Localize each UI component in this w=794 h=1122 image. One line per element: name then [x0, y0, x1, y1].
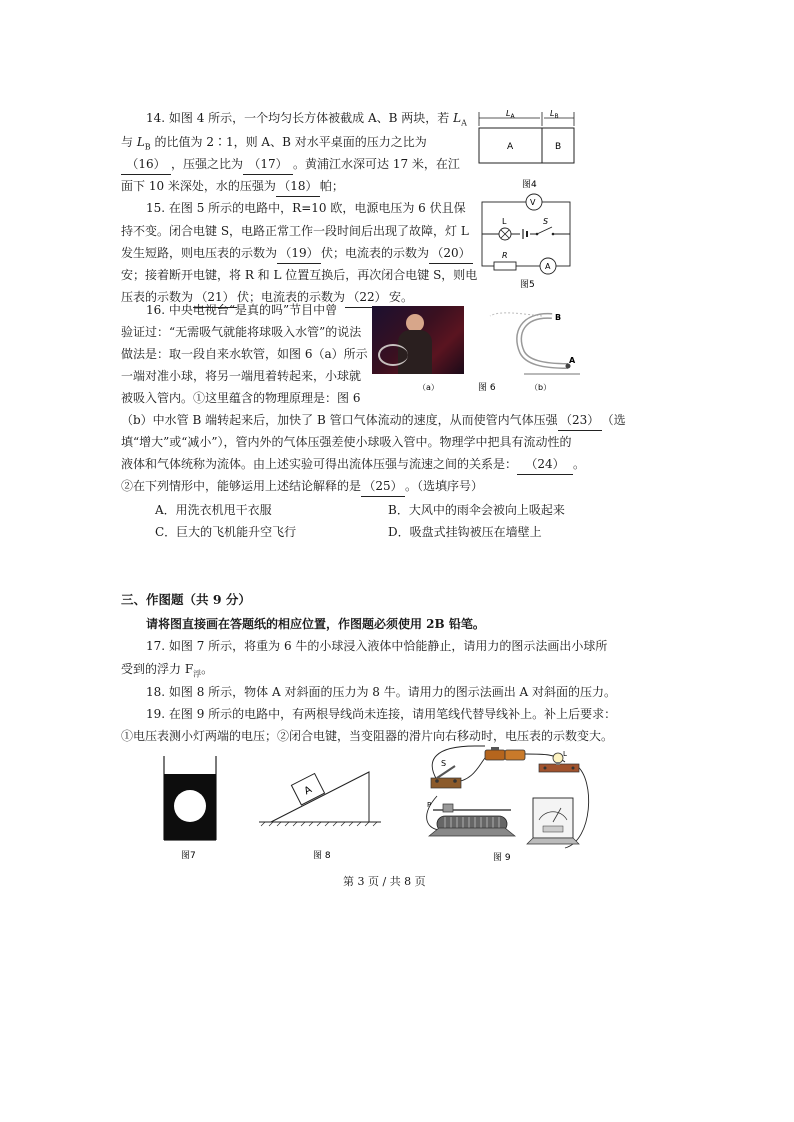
- q16-line-9: ②在下列情形中，能够运用上述结论解释的是 （25） 。（选填序号）: [121, 476, 483, 497]
- option-d: D．吸盘式挂钩被压在墙壁上: [388, 525, 542, 539]
- q16-line-1: 16. 中央电视台“是真的吗”节目中曾: [146, 303, 338, 317]
- lamp-label: L: [563, 750, 567, 758]
- blank-18: （18）: [276, 176, 320, 197]
- blank-24: （24）: [517, 454, 573, 475]
- blank-25: （25）: [361, 476, 405, 497]
- battery-pack-icon: [485, 747, 525, 760]
- blank-22: （22）: [345, 287, 389, 308]
- q14-line-4: 面下 10 米深处，水的压强为 （18） 帕；: [121, 176, 344, 197]
- switch-label: S: [543, 217, 549, 226]
- hose-end-b-label: B: [555, 313, 562, 322]
- fig4-la: $L_A$: [506, 109, 515, 120]
- q17-line-1: 17. 如图 7 所示，将重为 6 牛的小球浸入液体中恰能静止，请用力的图示法画出小球所: [146, 639, 608, 653]
- q16-line-2: 验证过：“无需吸气就能将球吸入水管”的说法: [121, 325, 362, 339]
- lamp-label: L: [502, 217, 507, 226]
- q15-line-1: 15. 在图 5 所示的电路中，R=10 欧，电源电压为 6 伏且保: [146, 201, 466, 215]
- ball-icon: [174, 790, 206, 822]
- fig6a-caption: （a）: [418, 383, 439, 392]
- fig6-caption: 图 6: [478, 383, 496, 393]
- q15-line-4: 安；接着断开电键，将 R 和 L 位置互换后，再次闭合电键 S，则电: [121, 268, 478, 282]
- figure-4: [470, 104, 582, 194]
- q19-line-1: 19. 在图 9 所示的电路中，有两根导线尚未连接，请用笔线代替导线补上。补上后要求：: [146, 707, 617, 721]
- q15-line-5: 压表的示数为 （21） 伏；电流表的示数为 （22） 安。: [121, 287, 413, 308]
- fig9-caption: 图 9: [493, 853, 511, 863]
- block-a: [291, 773, 324, 804]
- voltmeter-label: V: [530, 198, 536, 207]
- incline: [271, 772, 369, 822]
- q14-line-1: 14. 如图 4 所示，一个均匀长方体被截成 A、B 两块，若 $L_A$: [146, 111, 467, 128]
- section-3-title: 三、作图题（共 9 分）: [121, 592, 251, 607]
- q18-line: 18. 如图 8 所示，物体 A 对斜面的压力为 8 牛。请用力的图示法画出 A 对斜面的压力。: [146, 685, 617, 699]
- section-3-instruction: 请将图直接画在答题纸的相应位置，作图题必须使用 2B 铅笔。: [146, 617, 485, 631]
- block-a-label: A: [302, 784, 314, 798]
- fig6b-caption: （b）: [530, 383, 552, 392]
- slider-label: P: [427, 801, 432, 809]
- block-b-label: B: [555, 142, 562, 152]
- q16-line-5: 被吸入管内。①这里蕴含的物理原理是：图 6: [121, 391, 361, 405]
- figure-8: [255, 760, 385, 864]
- ammeter-label: A: [545, 262, 551, 271]
- figure-6: [372, 304, 582, 394]
- page-footer: 第 3 页 / 共 8 页: [343, 875, 426, 888]
- q14-line-2: 与 $L_B$ 的比值为 2∶1，则 A、B 对水平桌面的压力之比为: [121, 135, 427, 152]
- resistor-icon: [494, 262, 516, 270]
- figure-9: [415, 740, 595, 864]
- lamp-icon: [539, 753, 579, 772]
- option-b: B．大风中的雨伞会被向上吸起来: [388, 503, 565, 517]
- blank-23: （23）: [558, 410, 602, 431]
- option-a: A．用洗衣机甩干衣服: [155, 503, 272, 517]
- voltmeter-icon: [527, 798, 579, 844]
- blank-16: （16）: [121, 154, 171, 175]
- block-a-label: A: [507, 142, 514, 152]
- q16-line-3: 做法是：取一段自来水软管，如图 6（a）所示: [121, 347, 368, 361]
- q16-line-7: 填“增大”或“减小”），管内外的气体压强差使小球吸入管中。物理学中把具有流动性的: [121, 435, 572, 449]
- fig8-caption: 图 8: [313, 851, 331, 861]
- fig4-lb: $L_B$: [550, 109, 559, 120]
- blank-19: （19）: [277, 243, 321, 264]
- blank-17: （17）: [243, 154, 293, 175]
- q16-line-8: 液体和气体统称为流体。由上述实验可得出流体压强与流速之间的关系是： （24） 。: [121, 454, 585, 475]
- q17-line-2: 受到的浮力 $F_浮$。: [121, 662, 214, 679]
- fig7-caption: 图7: [181, 851, 196, 861]
- q19-line-2: ①电压表测小灯两端的电压；②闭合电键，当变阻器的滑片向右移动时，电压表的示数变大。: [121, 729, 614, 743]
- q14-line-3: （16） ，压强之比为 （17） 。黄浦江水深可达 17 米，在江: [121, 154, 460, 175]
- hose-end-a-label: A: [569, 356, 576, 365]
- figure-5: [470, 190, 582, 292]
- resistor-label: R: [502, 251, 508, 260]
- q15-line-2: 持不变。闭合电键 S，电路正常工作一段时间后出现了故障，灯 L: [121, 224, 469, 238]
- rheostat-icon: [429, 804, 515, 836]
- blank-21: （21）: [193, 287, 237, 308]
- figure-7: [150, 752, 230, 864]
- fig5-caption: 图5: [520, 280, 535, 290]
- q15-line-3: 发生短路，则电压表的示数为 （19） 伏；电流表的示数为 （20）: [121, 243, 473, 264]
- blank-20: （20）: [429, 243, 473, 264]
- fig4-caption: 图4: [522, 180, 537, 190]
- q16-line-4: 一端对准小球，将另一端甩着转起来，小球就: [121, 369, 362, 383]
- switch-label: S: [441, 759, 447, 768]
- option-c: C．巨大的飞机能升空飞行: [155, 525, 297, 539]
- q16-line-6: （b）中水管 B 端转起来后，加快了 B 管口气体流动的速度，从而使管内气体压强 （23） （选: [121, 410, 626, 431]
